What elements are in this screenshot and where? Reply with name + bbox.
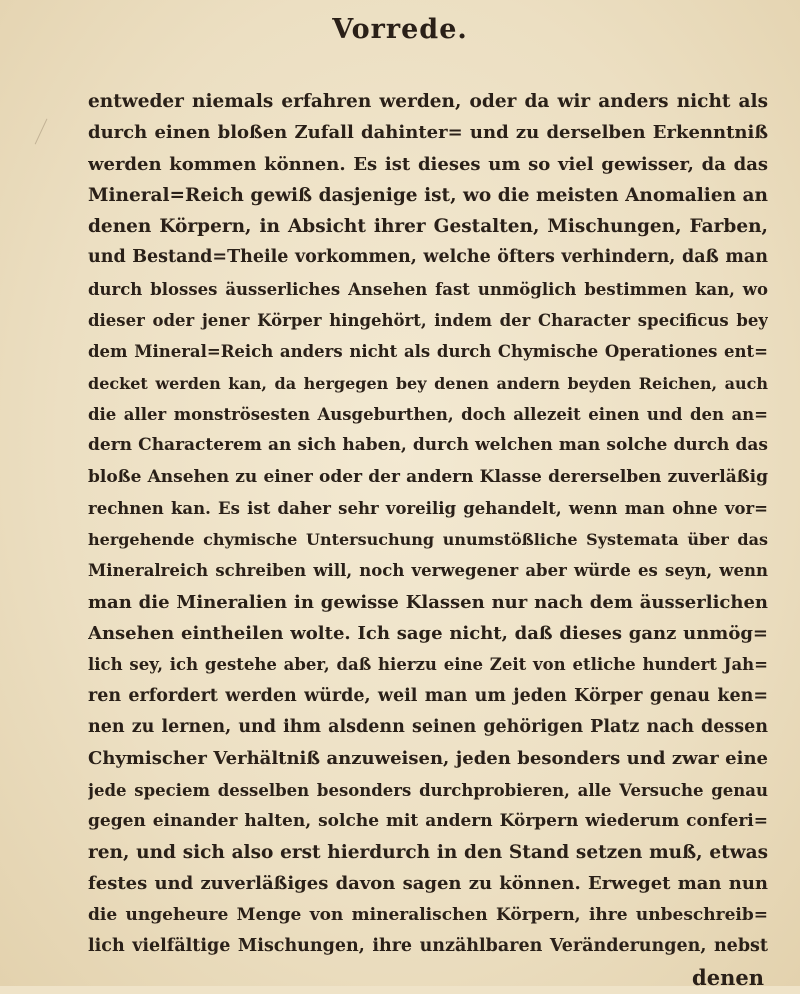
body-text [88, 86, 768, 994]
paper-fold-mark [35, 119, 59, 150]
text-line: man die Mineralien in gewisse Klassen nur nach dem äusserlichen [88, 591, 768, 613]
text-line: hergehende chymische Untersuchung unumstößliche Systemata über das [88, 530, 768, 550]
text-line: festes und zuverläßiges davon sagen zu können. Erweget man nun [88, 873, 768, 895]
text-line: entweder niemals erfahren werden, oder da wir anders nicht als [88, 91, 768, 112]
text-line: Ansehen eintheilen wolte. Ich sage nicht, daß dieses ganz unmög= [88, 623, 768, 645]
text-line: durch blosses äusserliches Ansehen fast unmöglich bestimmen kan, wo [88, 279, 768, 299]
text-line: dern Characterem an sich haben, durch welchen man solche durch das [88, 435, 768, 456]
text-line: die aller monströsesten Ausgeburthen, doch allezeit einen und den an= [88, 404, 768, 424]
text-line: die ungeheure Menge von mineralischen Körpern, ihre unbeschreib= [88, 904, 768, 925]
text-line: lich vielfältige Mischungen, ihre unzählbaren Veränderungen, nebst [88, 936, 768, 957]
page-header: Vorrede. [332, 14, 468, 45]
text-line: bloße Ansehen zu einer oder der andern Klasse dererselben zuverläßig [88, 466, 768, 487]
text-line: nen zu lernen, und ihm alsdenn seinen gehörigen Platz nach dessen [88, 716, 768, 737]
text-line: Mineral=Reich gewiß dasjenige ist, wo die meisten Anomalien an [88, 184, 768, 206]
text-line: denen [692, 965, 764, 991]
text-line: denen Körpern, in Absicht ihrer Gestalten, Mischungen, Farben, [88, 216, 768, 238]
text-line: werden kommen können. Es ist dieses um so viel gewisser, da das [88, 153, 768, 175]
text-line: ren, und sich also erst hierdurch in den Stand setzen muß, etwas [88, 842, 768, 864]
text-line: dem Mineral=Reich anders nicht als durch Chymische Operationes ent= [88, 342, 768, 362]
text-line: gegen einander halten, solche mit andern Körpern wiederum conferi= [88, 810, 768, 831]
text-line: lich sey, ich gestehe aber, daß hierzu eine Zeit von etliche hundert Jah= [88, 655, 768, 675]
text-line: Mineralreich schreiben will, noch verwegener aber würde es seyn, wenn [88, 561, 768, 581]
text-line: jede speciem desselben besonders durchprobieren, alle Versuche genau [88, 780, 768, 800]
text-line: Chymischer Verhältniß anzuweisen, jeden besonders und zwar eine [88, 748, 768, 770]
text-line: dieser oder jener Körper hingehört, indem der Character specificus bey [88, 311, 768, 331]
text-line: decket werden kan, da hergegen bey denen andern beyden Reichen, auch [88, 373, 768, 393]
text-line: ren erfordert werden würde, weil man um jeden Körper genau ken= [88, 685, 768, 706]
text-line: rechnen kan. Es ist daher sehr voreilig gehandelt, wenn man ohne vor= [88, 498, 768, 518]
text-line: durch einen bloßen Zufall dahinter= und zu derselben Erkenntniß [88, 122, 768, 144]
text-line: und Bestand=Theile vorkommen, welche öfters verhindern, daß man [88, 247, 768, 268]
